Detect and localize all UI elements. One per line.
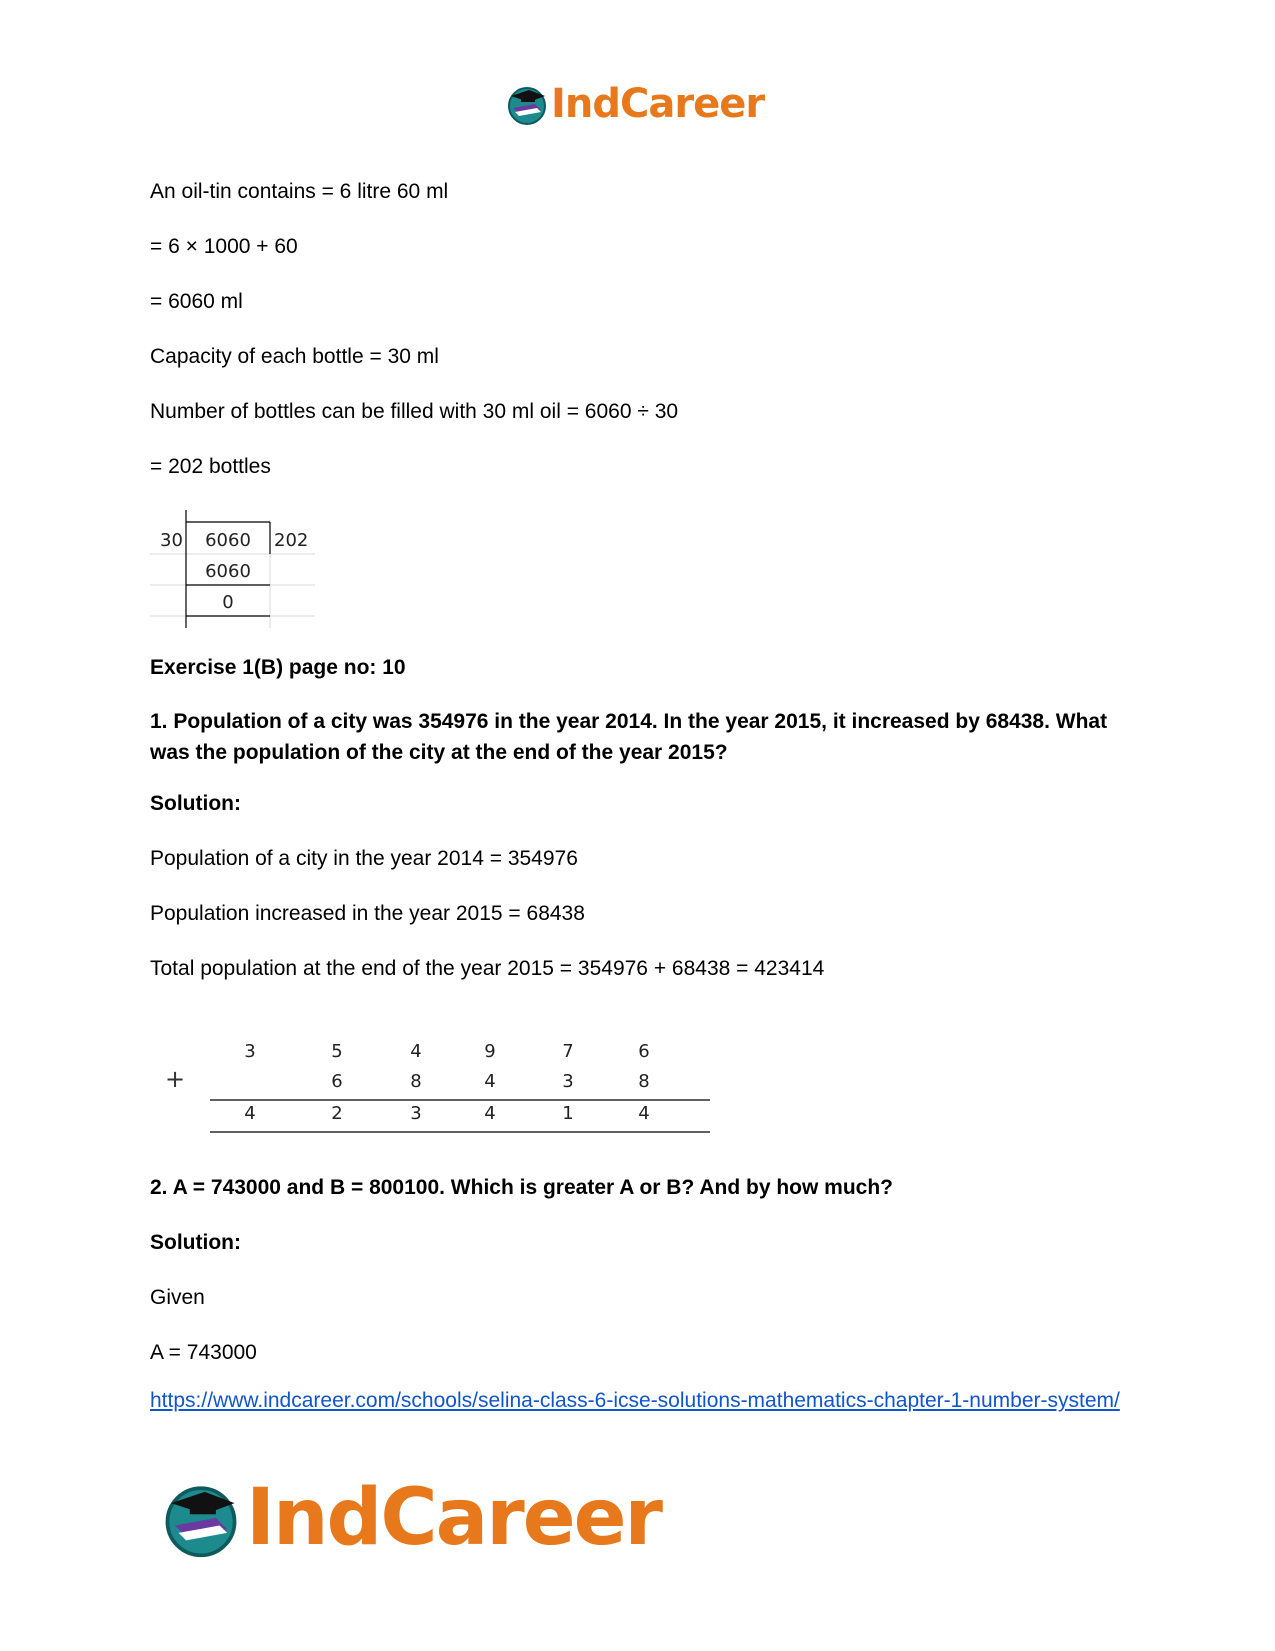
result-digit-4: 4 [484,1103,496,1124]
row1-digit-6: 6 [638,1041,650,1062]
row2-digit-3: 8 [410,1071,422,1092]
remainder: 0 [222,592,234,613]
row2-digit-6: 8 [638,1071,650,1092]
plus-sign: + [165,1065,186,1093]
dividend: 6060 [205,530,251,551]
text-population-increase: Population increased in the year 2015 = 68438 [150,902,585,925]
text-bottle-capacity: Capacity of each bottle = 30 ml [150,345,439,368]
divisor: 30 [160,530,183,551]
row2-digit-2: 6 [331,1071,343,1092]
solution-label-1: Solution: [150,792,241,815]
addition-figure [150,1025,710,1135]
exercise-heading: Exercise 1(B) page no: 10 [150,656,406,679]
text-conversion: = 6 × 1000 + 60 [150,235,298,258]
row1-digit-3: 4 [410,1041,422,1062]
quotient: 202 [274,530,309,551]
text-total-population: Total population at the end of the year 2015 = 354976 + 68438 = 423414 [150,957,825,980]
graduation-cap-globe-books-icon [160,1477,242,1559]
solution-label-2: Solution: [150,1231,241,1254]
row2-digit-5: 3 [562,1071,574,1092]
graduation-cap-globe-books-icon [505,82,549,126]
row1-digit-2: 5 [331,1041,343,1062]
result-digit-3: 3 [410,1103,422,1124]
product: 6060 [205,561,251,582]
row1-digit-4: 9 [484,1041,496,1062]
brand-logo-header [505,78,764,130]
result-digit-6: 4 [638,1103,650,1124]
result-digit-1: 4 [244,1103,256,1124]
text-a-value: A = 743000 [150,1341,257,1364]
source-url-link[interactable]: https://www.indcareer.com/schools/selina-class-6-icse-solutions-mathematics-chapter-1-number-system/ [150,1389,1120,1412]
row1-digit-5: 7 [562,1041,574,1062]
brand-name: IndCareer [551,81,765,127]
text-bottles-result: = 202 bottles [150,455,271,478]
text-given: Given [150,1286,205,1309]
text-total-ml: = 6060 ml [150,290,243,313]
row2-digit-4: 4 [484,1071,496,1092]
text-number-of-bottles: Number of bottles can be filled with 30 ml oil = 6060 ÷ 30 [150,400,679,423]
question-2: 2. A = 743000 and B = 800100. Which is greater A or B? And by how much? [150,1176,893,1199]
text-oil-tin: An oil-tin contains = 6 litre 60 ml [150,180,449,203]
row1-digit-1: 3 [244,1041,256,1062]
result-digit-5: 1 [562,1103,574,1124]
addend-row-1 [244,1041,649,1062]
result-digit-2: 2 [331,1103,343,1124]
sum-row [244,1103,649,1124]
addend-row-2 [331,1071,649,1092]
long-division-figure [150,510,320,630]
brand-name-large: IndCareer [246,1472,661,1563]
text-population-2014: Population of a city in the year 2014 = 354976 [150,847,578,870]
question-1: 1. Population of a city was 354976 in the year 2014. In the year 2015, it increased by 68438. What was the population of the city at the end of the year 2015? [150,710,1108,764]
brand-logo-footer [160,1470,661,1565]
